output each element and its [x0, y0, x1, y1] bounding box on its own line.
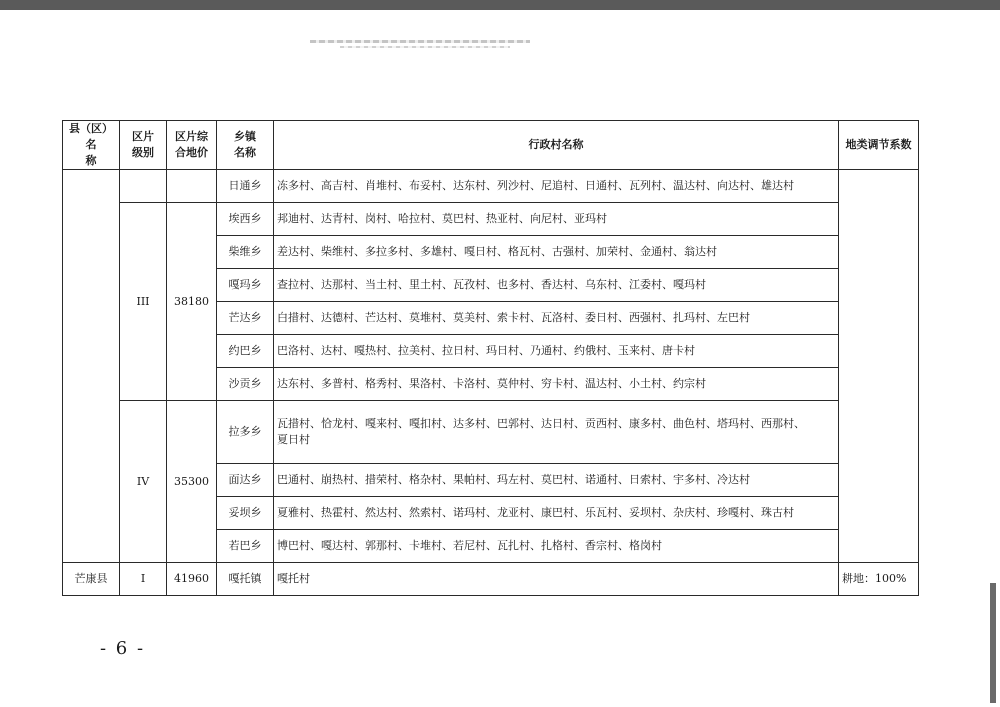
header-town: 乡镇 名称 [217, 121, 274, 170]
coefficient-value: 耕地：100% [839, 563, 919, 596]
header-row [63, 121, 919, 170]
town-name: 日通乡 [217, 170, 274, 203]
village-list: 巴洛村、达村、嘎热村、拉美村、拉日村、玛日村、乃通村、约俄村、玉来村、唐卡村 [274, 335, 839, 368]
village-list: 邦迪村、达青村、岗村、哈拉村、莫巴村、热亚村、向尼村、亚玛村 [274, 203, 839, 236]
village-list: 达东村、多普村、格秀村、果洛村、卡洛村、莫仲村、穷卡村、温达村、小土村、约宗村 [274, 368, 839, 401]
town-name: 嘎玛乡 [217, 269, 274, 302]
header-level: 区片 级别 [120, 121, 167, 170]
level-cell: III [120, 203, 167, 401]
town-name: 拉多乡 [217, 401, 274, 464]
village-list: 差达村、柴维村、多拉多村、多雄村、嘎日村、格瓦村、古强村、加荣村、金通村、翁达村 [274, 236, 839, 269]
price-cell: 35300 [167, 401, 217, 563]
county-cell-empty [63, 170, 120, 563]
town-name: 芒达乡 [217, 302, 274, 335]
level-cell-empty [120, 170, 167, 203]
table-row [63, 203, 919, 236]
county-name: 芒康县 [63, 563, 120, 596]
table-row [63, 170, 919, 203]
village-list-line: 瓦措村、恰龙村、嘎来村、嘎扣村、达多村、巴郭村、达日村、贡西村、康多村、曲色村、塔玛村、西那村、 [277, 417, 805, 430]
top-scan-border [0, 0, 1000, 10]
header-county: 县（区）名 称 [63, 121, 120, 170]
village-list: 查拉村、达那村、当土村、里土村、瓦孜村、也多村、香达村、乌东村、江委村、嘎玛村 [274, 269, 839, 302]
village-list: 嘎托村 [274, 563, 839, 596]
margin-mark [990, 583, 996, 703]
village-list: 冻多村、高吉村、肖堆村、布妥村、达东村、列沙村、尼追村、日通村、瓦列村、温达村、向达村、雄达村 [274, 170, 839, 203]
coefficient-cell-empty [839, 170, 919, 563]
scan-artifact [310, 40, 530, 43]
header-coefficient: 地类调节系数 [839, 121, 919, 170]
town-name: 沙贡乡 [217, 368, 274, 401]
town-name: 妥坝乡 [217, 497, 274, 530]
table-row [63, 401, 919, 464]
village-list [274, 401, 839, 464]
town-name: 柴维乡 [217, 236, 274, 269]
town-name: 约巴乡 [217, 335, 274, 368]
header-price: 区片综 合地价 [167, 121, 217, 170]
village-list: 夏雅村、热霍村、然达村、然索村、诺玛村、龙亚村、康巴村、乐瓦村、妥坝村、杂庆村、珍嘎村、珠古村 [274, 497, 839, 530]
land-price-table [62, 120, 919, 596]
level-cell: IV [120, 401, 167, 563]
level-cell: I [120, 563, 167, 596]
town-name: 埃西乡 [217, 203, 274, 236]
town-name: 嘎托镇 [217, 563, 274, 596]
page-number: - 6 - [100, 638, 146, 659]
village-list: 博巴村、嘎达村、郭那村、卡堆村、若尼村、瓦扎村、扎格村、香宗村、格岗村 [274, 530, 839, 563]
price-cell: 41960 [167, 563, 217, 596]
town-name: 面达乡 [217, 464, 274, 497]
village-list: 巴通村、崩热村、措荣村、格杂村、果帕村、玛左村、莫巴村、诺通村、日索村、宇多村、冷达村 [274, 464, 839, 497]
price-cell-empty [167, 170, 217, 203]
header-villages: 行政村名称 [274, 121, 839, 170]
village-list-line: 夏日村 [277, 433, 310, 446]
scan-artifact [340, 46, 510, 48]
town-name: 若巴乡 [217, 530, 274, 563]
table-row [63, 563, 919, 596]
price-cell: 38180 [167, 203, 217, 401]
village-list: 白措村、达德村、芒达村、莫堆村、莫美村、索卡村、瓦洛村、委日村、西强村、扎玛村、左巴村 [274, 302, 839, 335]
